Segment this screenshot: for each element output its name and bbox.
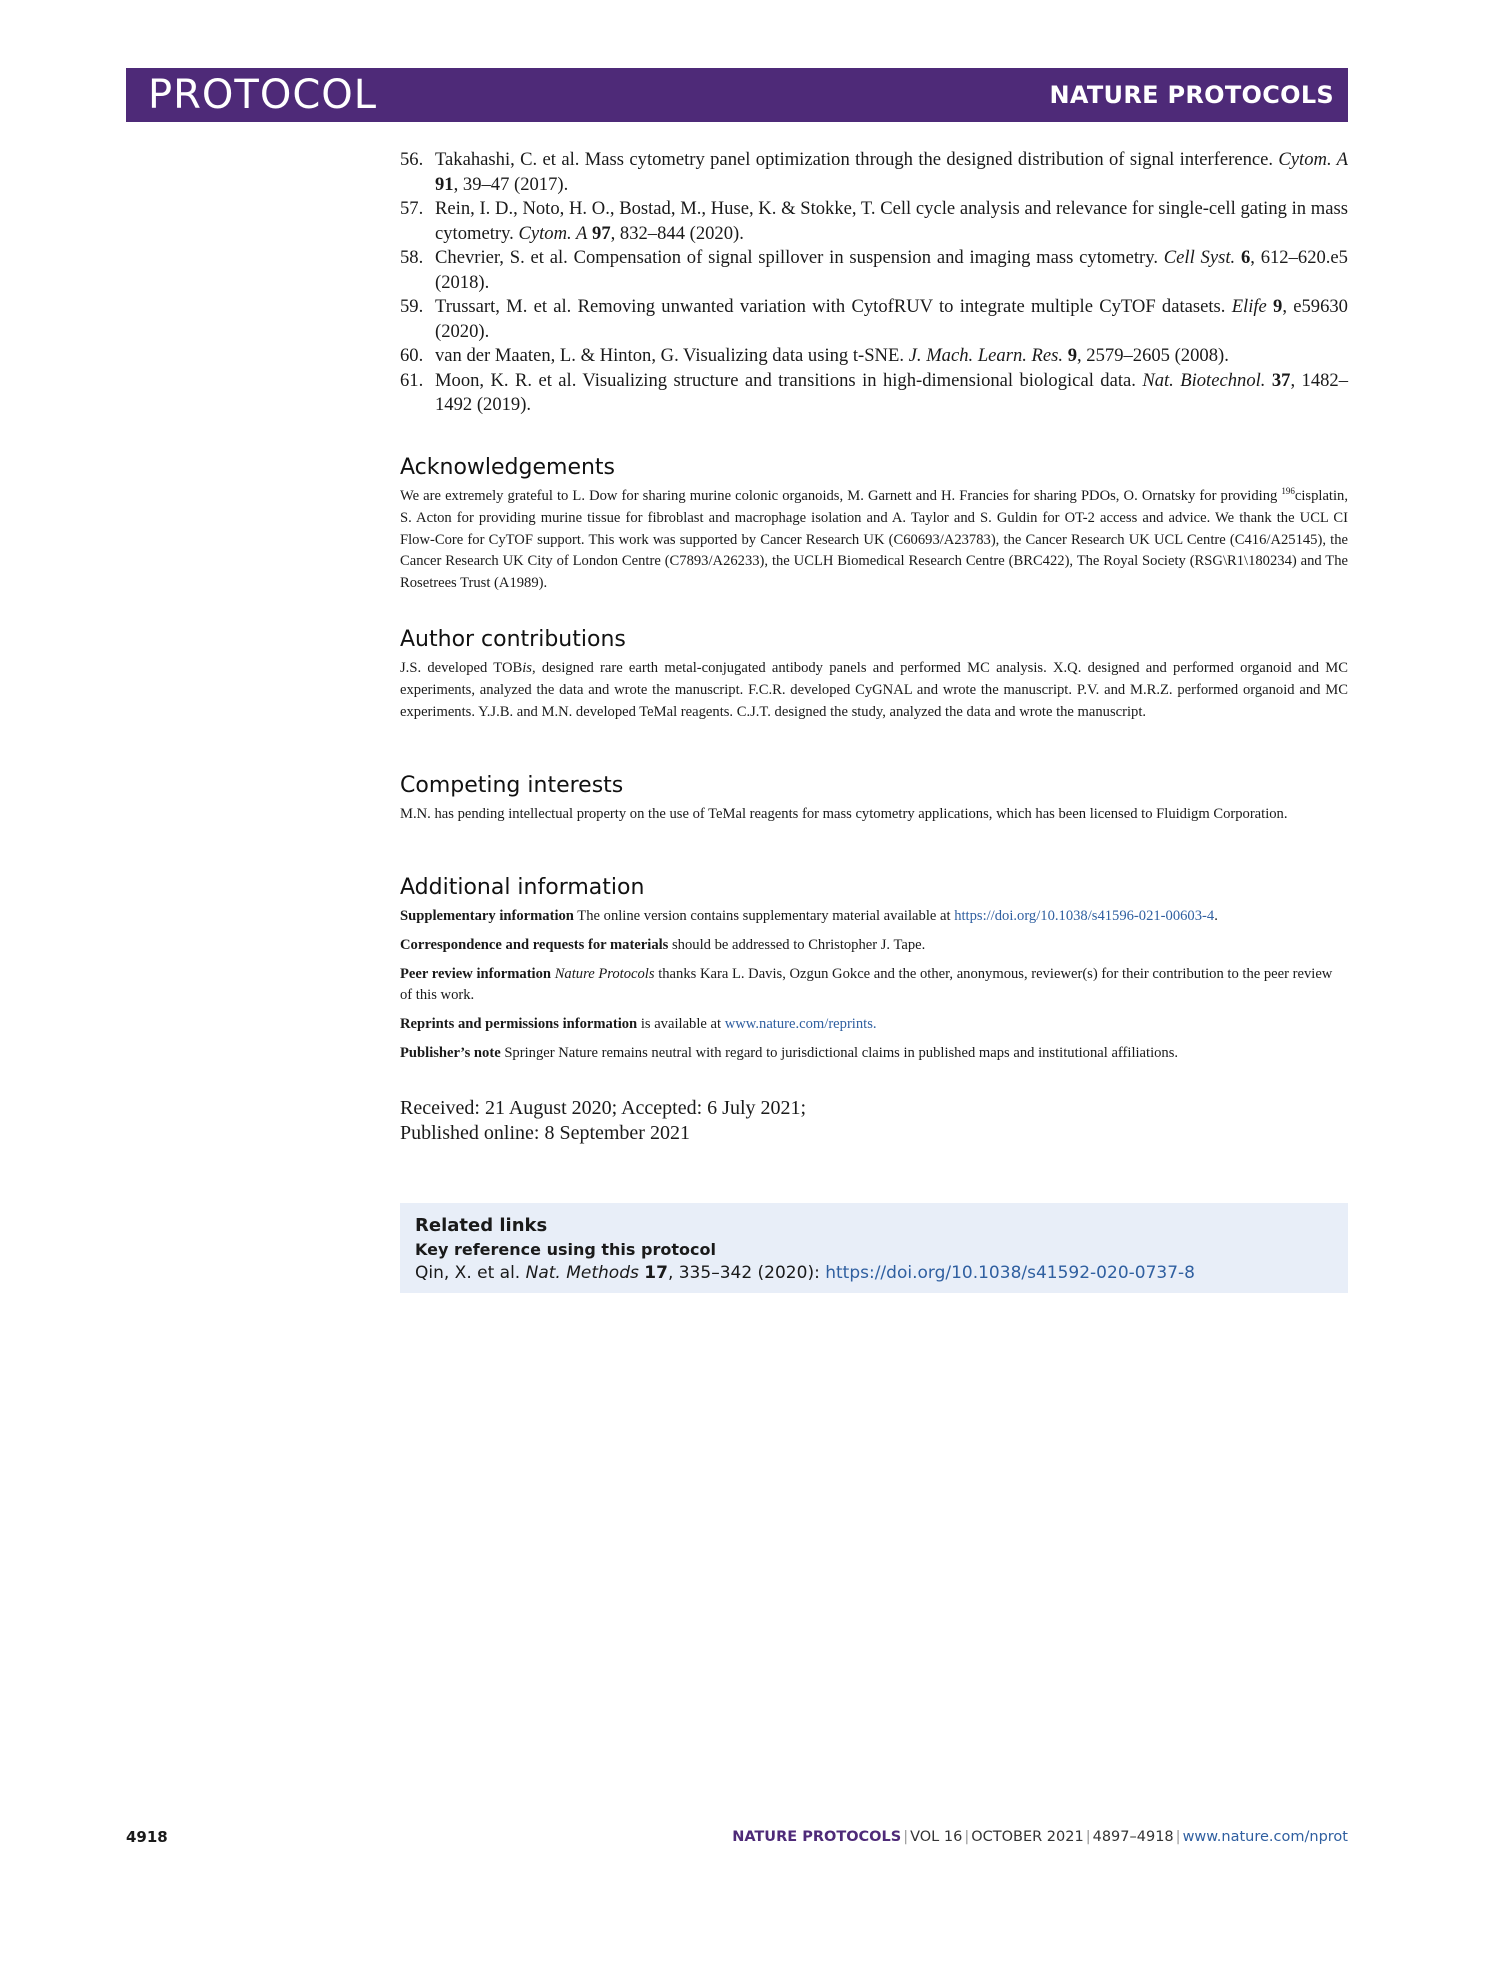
peer-review-journal: Nature Protocols	[554, 965, 655, 982]
related-reference	[415, 1262, 1195, 1284]
reference-journal: Cytom. A	[518, 222, 588, 244]
footer-separator: |	[1085, 1829, 1091, 1845]
acknowledgements-heading: Acknowledgements	[400, 455, 616, 480]
reference-volume: 37	[1271, 369, 1291, 391]
footer-separator: |	[964, 1829, 970, 1845]
reference-volume: 9	[1067, 345, 1077, 366]
reference-text: van der Maaten, L. & Hinton, G. Visualizing data using t-SNE.	[435, 345, 909, 366]
reference-item	[400, 246, 1348, 295]
footer-separator: |	[1175, 1829, 1181, 1845]
page-number: 4918	[126, 1828, 168, 1846]
reference-pages: , 1482–1492 (2019).	[435, 369, 1349, 415]
supplementary-link[interactable]: https://doi.org/10.1038/s41596-021-00603-4	[954, 908, 1215, 924]
reprints-link[interactable]: www.nature.com/reprints.	[724, 1016, 877, 1033]
reference-pages: , 39–47 (2017).	[453, 173, 569, 195]
acknowledgements-text-part: cisplatin, S. Acton for providing murine tissue for fibroblast and macrophage isolation and A. Taylor and S. Guldin for OT-2 access and advice. We thank the UCL CI Flow-Core for CyTOF support. This work was supported by Cancer Research UK (C60693/A23783), the Cancer Research UK UCL Centre (C416/A25145), the Cancer Research UK City of London Centre (C7893/A26233), the UCLH Biomedical Research Centre (BRC422), The Royal Society (RSG\R1\180234) and The Rosetrees Trust (A1989).	[400, 488, 1348, 592]
journal-name: NATURE PROTOCOLS	[1049, 81, 1334, 109]
related-reference-authors: Qin, X. et al.	[415, 1263, 526, 1283]
header-bar	[126, 68, 1348, 122]
additional-information-section	[400, 874, 1348, 1072]
related-links-box	[400, 1203, 1348, 1293]
reference-volume: 6	[1240, 247, 1251, 268]
reference-text: Takahashi, C. et al. Mass cytometry panel optimization through the designed distribution of signal interference.	[435, 149, 1279, 170]
reference-volume: 91	[435, 173, 454, 195]
correspondence-label: Correspondence and requests for materials	[400, 936, 669, 953]
publishers-note-text: Springer Nature remains neutral with regard to jurisdictional claims in published maps and institutional affiliations.	[500, 1044, 1179, 1061]
peer-review-information	[400, 964, 1348, 1008]
reprints-text: is available at	[637, 1016, 725, 1033]
reprints-information	[400, 1014, 1348, 1036]
author-contributions-text-part: J.S. developed TOB	[400, 660, 523, 676]
publication-dates	[400, 1096, 1100, 1146]
author-contributions-text-part: , designed rare earth metal-conjugated antibody panels and performed MC analysis. X.Q. designed and performed organoid and MC experiments, analyzed the data and wrote the manuscript. F.C.R. developed CyGNAL and wrote the manuscript. P.V. and M.R.Z. performed organoid and MC experiments. Y.J.B. and M.N. developed TeMal reagents. C.J.T. designed the study, analyzed the data and wrote the manuscript.	[400, 660, 1348, 720]
competing-interests-heading: Competing interests	[400, 773, 624, 798]
reference-text: Moon, K. R. et al. Visualizing structure and transitions in high-dimensional biological data.	[435, 369, 1143, 391]
reference-journal: J. Mach. Learn. Res.	[908, 345, 1064, 366]
reference-text: Trussart, M. et al. Removing unwanted variation with CytofRUV to integrate multiple CyTOF datasets.	[435, 296, 1232, 317]
peer-review-text: thanks Kara L. Davis, Ozgun Gokce and the other, anonymous, reviewer(s) for their contribution to the peer review of this work.	[400, 965, 1333, 1004]
reference-list	[400, 148, 1348, 418]
related-reference-link[interactable]: https://doi.org/10.1038/s41592-020-0737-8	[825, 1263, 1195, 1283]
author-contributions-text	[400, 658, 1348, 723]
reference-text: Rein, I. D., Noto, H. O., Bostad, M., Huse, K. & Stokke, T. Cell cycle analysis and relevance for single-cell gating in mass cytometry.	[435, 198, 1348, 244]
footer-journal: NATURE PROTOCOLS	[732, 1829, 902, 1845]
reference-pages: , 2579–2605 (2008).	[1077, 345, 1229, 366]
reference-number: 59.	[400, 296, 424, 317]
related-reference-pages: , 335–342 (2020):	[667, 1263, 826, 1283]
supplementary-information	[400, 906, 1348, 928]
received-accepted-date: Received: 21 August 2020; Accepted: 6 July 2021;	[400, 1097, 807, 1119]
acknowledgements-text	[400, 486, 1348, 595]
supplementary-text: The online version contains supplementary material available at	[573, 908, 955, 924]
footer-separator: |	[903, 1829, 909, 1845]
article-type-label: PROTOCOL	[148, 72, 378, 118]
correspondence-text: should be addressed to Christopher J. Tape.	[668, 936, 926, 953]
reference-text: Chevrier, S. et al. Compensation of signal spillover in suspension and imaging mass cytometry.	[435, 247, 1164, 268]
acknowledgements-section	[400, 454, 1348, 595]
reference-number: 58.	[400, 247, 424, 268]
reference-item	[400, 148, 1348, 197]
footer-citation	[732, 1827, 1348, 1847]
correspondence-information	[400, 935, 1348, 957]
author-contributions-italic: is	[522, 660, 532, 676]
footer-issue: OCTOBER 2021	[971, 1829, 1084, 1845]
footer-pages: 4897–4918	[1092, 1829, 1174, 1845]
reference-pages: , 832–844 (2020).	[610, 222, 744, 244]
publishers-note-label: Publisher’s note	[400, 1044, 501, 1061]
author-contributions-heading: Author contributions	[400, 627, 626, 652]
supplementary-label: Supplementary information	[400, 908, 574, 924]
footer-url-link[interactable]: www.nature.com/nprot	[1182, 1829, 1348, 1845]
reference-item	[400, 369, 1348, 418]
reference-number: 60.	[400, 345, 424, 366]
reference-volume: 97	[592, 222, 611, 244]
author-contributions-section	[400, 626, 1348, 723]
related-reference-journal: Nat. Methods	[525, 1263, 639, 1283]
published-online-date: Published online: 8 September 2021	[400, 1122, 690, 1144]
reference-journal: Elife	[1231, 296, 1267, 317]
reference-volume: 9	[1273, 296, 1283, 317]
acknowledgements-text-part: We are extremely grateful to L. Dow for sharing murine colonic organoids, M. Garnett and H. Francies for sharing PDOs, O. Ornatsky for providing	[400, 488, 1282, 504]
related-links-heading: Related links	[415, 1215, 548, 1236]
competing-interests-section	[400, 772, 1348, 826]
reference-journal: Cytom. A	[1278, 149, 1348, 170]
footer-volume: VOL 16	[910, 1829, 963, 1845]
competing-interests-text: M.N. has pending intellectual property on the use of TeMal reagents for mass cytometry applications, which has been licensed to Fluidigm Corporation.	[400, 806, 1288, 822]
related-links-subheading: Key reference using this protocol	[415, 1240, 716, 1259]
reference-pages: , e59630 (2020).	[435, 296, 1348, 342]
reference-number: 56.	[400, 149, 424, 170]
reference-item	[400, 344, 1348, 369]
reference-number: 57.	[400, 198, 424, 219]
additional-information-heading: Additional information	[400, 875, 645, 900]
reprints-label: Reprints and permissions information	[400, 1016, 638, 1033]
reference-journal: Cell Syst.	[1163, 247, 1236, 268]
peer-review-label: Peer review information	[400, 965, 552, 982]
reference-item	[400, 295, 1348, 344]
reference-journal: Nat. Biotechnol.	[1142, 369, 1266, 391]
publishers-note	[400, 1043, 1348, 1065]
reference-number: 61.	[400, 369, 424, 391]
supplementary-end: .	[1214, 908, 1218, 924]
reference-item	[400, 197, 1348, 246]
reference-pages: , 612–620.e5 (2018).	[435, 247, 1348, 293]
related-reference-volume: 17	[644, 1263, 668, 1283]
isotope-superscript: 196	[1281, 486, 1295, 496]
